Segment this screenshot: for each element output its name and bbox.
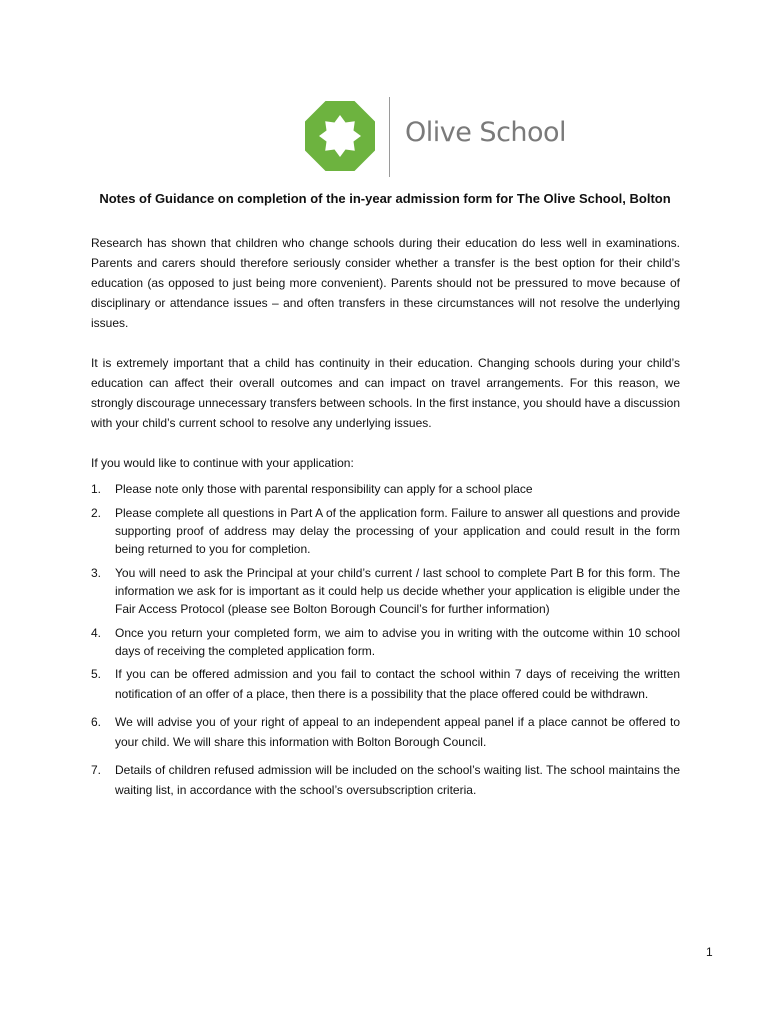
list-item [91,760,680,800]
list-item [91,564,680,618]
logo-text: Olive School [405,117,567,148]
logo-divider [389,97,390,177]
paragraph-research: Research has shown that children who change schools during their education do less well in examinations. Parents and carers should therefore seriously consider whether a transfer is the best option for their child’s education (as opposed to just being more convenient). Parents should not be pressured to move because of disciplinary or attendance issues – and often transfers in these circumstances will not resolve the underlying issues. [91,236,680,330]
school-logo [305,97,565,179]
list-item-number: 1. [91,482,102,496]
list-item-number: 7. [91,763,102,777]
list-intro: If you would like to continue with your application: [91,456,354,470]
guidance-list [91,480,680,800]
document-title: Notes of Guidance on completion of the in-year admission form for The Olive School, Bolton [99,191,671,206]
olive-logo-icon [305,101,375,171]
list-item [91,480,680,498]
list-item-text: Please note only those with parental responsibility can apply for a school place [115,482,533,496]
list-item-number: 6. [91,715,102,729]
list-item-text: You will need to ask the Principal at your child’s current / last school to complete Part B for this form. The information we ask for is important as it could help us decide whether your application is eligible under the Fair Access Protocol (please see Bolton Borough Council’s for further information) [115,566,680,616]
list-item-number: 4. [91,626,102,640]
page-number: 1 [706,945,713,959]
list-item-text: Once you return your completed form, we aim to advise you in writing with the outcome within 10 school days of receiving the completed application form. [115,626,680,658]
list-item-text: Details of children refused admission will be included on the school’s waiting list. The school maintains the waiting list, in accordance with the school’s oversubscription criteria. [115,763,680,797]
paragraph-continuity: It is extremely important that a child has continuity in their education. Changing schools during your child’s education can affect their overall outcomes and can impact on travel arrangements. For this reason, we strongly discourage unnecessary transfers between schools. In the first instance, you should have a discussion with your child’s current school to resolve any underlying issues. [91,356,680,430]
list-item [91,624,680,660]
list-item [91,664,680,704]
list-item-number: 5. [91,667,102,681]
list-item [91,712,680,752]
list-item-number: 2. [91,506,102,520]
list-item [91,504,680,558]
list-item-number: 3. [91,566,102,580]
list-item-text: If you can be offered admission and you fail to contact the school within 7 days of receiving the written notification of an offer of a place, then there is a possibility that the place offered could be withdrawn. [115,667,680,701]
list-item-text: Please complete all questions in Part A of the application form. Failure to answer all questions and provide supporting proof of address may delay the processing of your application and could result in the form being returned to you for completion. [115,506,680,556]
list-item-text: We will advise you of your right of appeal to an independent appeal panel if a place cannot be offered to your child. We will share this information with Bolton Borough Council. [115,715,680,749]
